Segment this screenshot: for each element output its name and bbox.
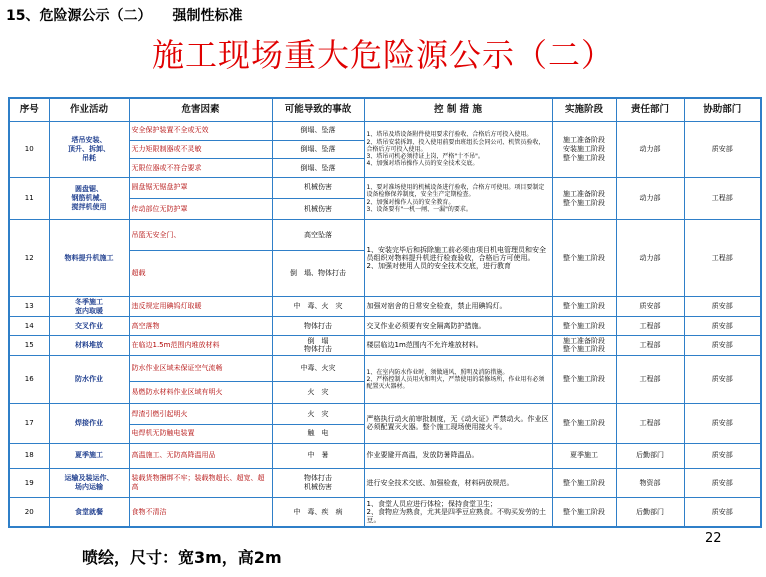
hazard-cell: 在临边1.5m范围内堆放材料 xyxy=(129,335,272,355)
row-number-cell: 10 xyxy=(9,122,49,178)
responsible-dept-cell: 物资部 xyxy=(616,468,684,498)
assist-dept-cell: 工程部 xyxy=(684,220,761,297)
hazard-table xyxy=(8,97,762,528)
hazard-cell: 违反规定用碘钨灯取暖 xyxy=(129,297,272,317)
accident-cell: 机械伤害 xyxy=(272,198,364,220)
column-header: 实施阶段 xyxy=(552,98,616,122)
column-header: 控 制 措 施 xyxy=(364,98,552,122)
hazard-cell: 高温施工、无防高降温用品 xyxy=(129,443,272,468)
hazard-cell: 超载 xyxy=(129,251,272,297)
table-row xyxy=(9,297,761,317)
hazard-cell: 安全保护装置不全或无效 xyxy=(129,122,272,141)
accident-cell: 机械伤害 xyxy=(272,177,364,198)
control-measure-cell: 1、食堂人员应进行体检；保持食堂卫生； 2、食物应为熟食，尤其是四季豆应熟食。不购买发劳的土豆。 xyxy=(364,498,552,527)
hazard-cell: 易燃防水材料作业区域有明火 xyxy=(129,382,272,404)
hazard-cell: 无限位器或不符合要求 xyxy=(129,159,272,178)
table-row xyxy=(9,317,761,336)
responsible-dept-cell: 动力部 xyxy=(616,177,684,220)
accident-cell: 中 暑 xyxy=(272,443,364,468)
column-header: 可能导致的事故 xyxy=(272,98,364,122)
stage-cell: 夏季施工 xyxy=(552,443,616,468)
table-row xyxy=(9,335,761,355)
control-measure-cell: 交叉作业必须要有安全隔离防护措施。 xyxy=(364,317,552,336)
table-row xyxy=(9,498,761,527)
table-row xyxy=(9,443,761,468)
table-body xyxy=(9,122,761,528)
responsible-dept-cell: 后勤部门 xyxy=(616,443,684,468)
activity-cell: 塔吊安装、 顶升、拆卸、 吊耗 xyxy=(49,122,129,178)
page-title: 施工现场重大危险源公示（二） xyxy=(151,36,614,74)
column-header: 责任部门 xyxy=(616,98,684,122)
assist-dept-cell: 质安部 xyxy=(684,498,761,527)
table-row xyxy=(9,468,761,498)
hazard-cell: 传动部位无防护罩 xyxy=(129,198,272,220)
accident-cell: 火 灾 xyxy=(272,404,364,425)
activity-cell: 焊接作业 xyxy=(49,404,129,443)
stage-cell: 整个施工阶段 xyxy=(552,297,616,317)
assist-dept-cell: 质安部 xyxy=(684,335,761,355)
hazard-cell: 吊篮无安全门、 xyxy=(129,220,272,251)
accident-cell: 触 电 xyxy=(272,424,364,443)
row-number-cell: 11 xyxy=(9,177,49,220)
column-header: 危害因素 xyxy=(129,98,272,122)
assist-dept-cell: 质安部 xyxy=(684,356,761,404)
activity-cell: 夏季施工 xyxy=(49,443,129,468)
accident-cell: 高空坠落 xyxy=(272,220,364,251)
responsible-dept-cell: 动力部 xyxy=(616,220,684,297)
row-number-cell: 19 xyxy=(9,468,49,498)
stage-cell: 整个施工阶段 xyxy=(552,356,616,404)
responsible-dept-cell: 后勤部门 xyxy=(616,498,684,527)
accident-cell: 倒 塌、物体打击 xyxy=(272,251,364,297)
row-number-cell: 17 xyxy=(9,404,49,443)
accident-cell: 中毒、火灾 xyxy=(272,356,364,382)
print-size-note: 喷绘，尺寸：宽3m，高2m xyxy=(82,548,282,567)
table-row xyxy=(9,404,761,425)
responsible-dept-cell: 工程部 xyxy=(616,335,684,355)
hazard-table-container xyxy=(8,97,760,528)
accident-cell: 中 毒、火 灾 xyxy=(272,297,364,317)
control-measure-cell: 1、在室内防水作业时，须做通风、照明及消防措施。 2、严格控制人员用火和明火，严禁使用的装修场所，作业用有必须配置灭火器材。 xyxy=(364,356,552,404)
activity-cell: 食堂就餐 xyxy=(49,498,129,527)
section-heading: 15、危险源公示（二） 强制性标准 xyxy=(6,8,243,24)
accident-cell: 倒 塌 物体打击 xyxy=(272,335,364,355)
hazard-cell: 无力矩限制器或不灵敏 xyxy=(129,140,272,159)
responsible-dept-cell: 工程部 xyxy=(616,356,684,404)
row-number-cell: 14 xyxy=(9,317,49,336)
stage-cell: 整个施工阶段 xyxy=(552,220,616,297)
assist-dept-cell: 工程部 xyxy=(684,177,761,220)
accident-cell: 中 毒、疾 病 xyxy=(272,498,364,527)
table-row xyxy=(9,220,761,251)
row-number-cell: 12 xyxy=(9,220,49,297)
table-row xyxy=(9,122,761,141)
assist-dept-cell: 质安部 xyxy=(684,122,761,178)
row-number-cell: 15 xyxy=(9,335,49,355)
hazard-cell: 圆盘锯无锯盘护罩 xyxy=(129,177,272,198)
assist-dept-cell: 质安部 xyxy=(684,468,761,498)
activity-cell: 运输及装运作、 场内运输 xyxy=(49,468,129,498)
control-measure-cell: 进行安全技术交底、加强检查，材料码放规范。 xyxy=(364,468,552,498)
assist-dept-cell: 质安部 xyxy=(684,297,761,317)
accident-cell: 物体打击 xyxy=(272,317,364,336)
table-row xyxy=(9,177,761,198)
column-header: 协助部门 xyxy=(684,98,761,122)
stage-cell: 施工准备阶段 安装施工阶段 整个施工阶段 xyxy=(552,122,616,178)
table-header-row xyxy=(9,98,761,122)
assist-dept-cell: 质安部 xyxy=(684,443,761,468)
control-measure-cell: 作业要避开高温，发放防暑降温品。 xyxy=(364,443,552,468)
stage-cell: 整个施工阶段 xyxy=(552,317,616,336)
control-measure-cell: 严格执行动火前审批制度，无《动火证》严禁动火。作业区必须配置灭火器。整个施工现场使用接火斗。 xyxy=(364,404,552,443)
responsible-dept-cell: 质安部 xyxy=(616,297,684,317)
activity-cell: 圆盘锯、 钢筋机械、 搅拌机使用 xyxy=(49,177,129,220)
row-number-cell: 16 xyxy=(9,356,49,404)
responsible-dept-cell: 动力部 xyxy=(616,122,684,178)
row-number-cell: 18 xyxy=(9,443,49,468)
column-header: 序号 xyxy=(9,98,49,122)
responsible-dept-cell: 工程部 xyxy=(616,404,684,443)
activity-cell: 防水作业 xyxy=(49,356,129,404)
hazard-cell: 高空落物 xyxy=(129,317,272,336)
row-number-cell: 20 xyxy=(9,498,49,527)
column-header: 作业活动 xyxy=(49,98,129,122)
stage-cell: 施工准备阶段 整个施工阶段 xyxy=(552,335,616,355)
assist-dept-cell: 质安部 xyxy=(684,404,761,443)
hazard-cell: 焊渣引燃引起明火 xyxy=(129,404,272,425)
accident-cell: 倒塌、坠落 xyxy=(272,140,364,159)
row-number-cell: 13 xyxy=(9,297,49,317)
accident-cell: 火 灾 xyxy=(272,382,364,404)
control-measure-cell: 加强对宿舍的日常安全检查，禁止用碘钨灯。 xyxy=(364,297,552,317)
hazard-cell: 防水作业区域未保证空气流畅 xyxy=(129,356,272,382)
control-measure-cell: 1、安装完毕后和拆除施工前必须由项目机电管理员和安全员组织对物料提升机进行检查验收，合格后方可使用。 2、加强对使用人员的安全技术交底，进行教育 xyxy=(364,220,552,297)
accident-cell: 倒塌、坠落 xyxy=(272,122,364,141)
accident-cell: 物体打击 机械伤害 xyxy=(272,468,364,498)
control-measure-cell: 楼层临边1m范围内不允许堆放材料。 xyxy=(364,335,552,355)
hazard-cell: 装载货物捆绑不牢；装载物超长、超宽、超高 xyxy=(129,468,272,498)
hazard-cell: 食物不清洁 xyxy=(129,498,272,527)
assist-dept-cell: 质安部 xyxy=(684,317,761,336)
accident-cell: 倒塌、坠落 xyxy=(272,159,364,178)
hazard-cell: 电焊机无防触电装置 xyxy=(129,424,272,443)
activity-cell: 交叉作业 xyxy=(49,317,129,336)
activity-cell: 材料堆放 xyxy=(49,335,129,355)
page-number: 22 xyxy=(705,531,722,546)
activity-cell: 物料提升机施工 xyxy=(49,220,129,297)
stage-cell: 整个施工阶段 xyxy=(552,404,616,443)
stage-cell: 施工准备阶段 整个施工阶段 xyxy=(552,177,616,220)
control-measure-cell: 1、要对准场使用的机械设备进行验收，合格方可使用。项目要制定设备检修保养制度，安全生产定期检查。 2、加强对操作人员的安全教育。 3、设备要有"一机一闸、一漏"的要求。 xyxy=(364,177,552,220)
stage-cell: 整个施工阶段 xyxy=(552,468,616,498)
table-row xyxy=(9,356,761,382)
responsible-dept-cell: 工程部 xyxy=(616,317,684,336)
stage-cell: 整个施工阶段 xyxy=(552,498,616,527)
activity-cell: 冬季施工 室内取暖 xyxy=(49,297,129,317)
control-measure-cell: 1、塔吊及塔设备附件使用要求行验收、合格后方可投入使用。 2、塔吊安装拆卸、投入使用前要由班组长会同公司、机管员验收，合格后方可投入使用。 3、塔吊司机必须持证上岗，严格"十不吊"。 4、加强对塔吊操作人员的安全技术交底。 xyxy=(364,122,552,178)
